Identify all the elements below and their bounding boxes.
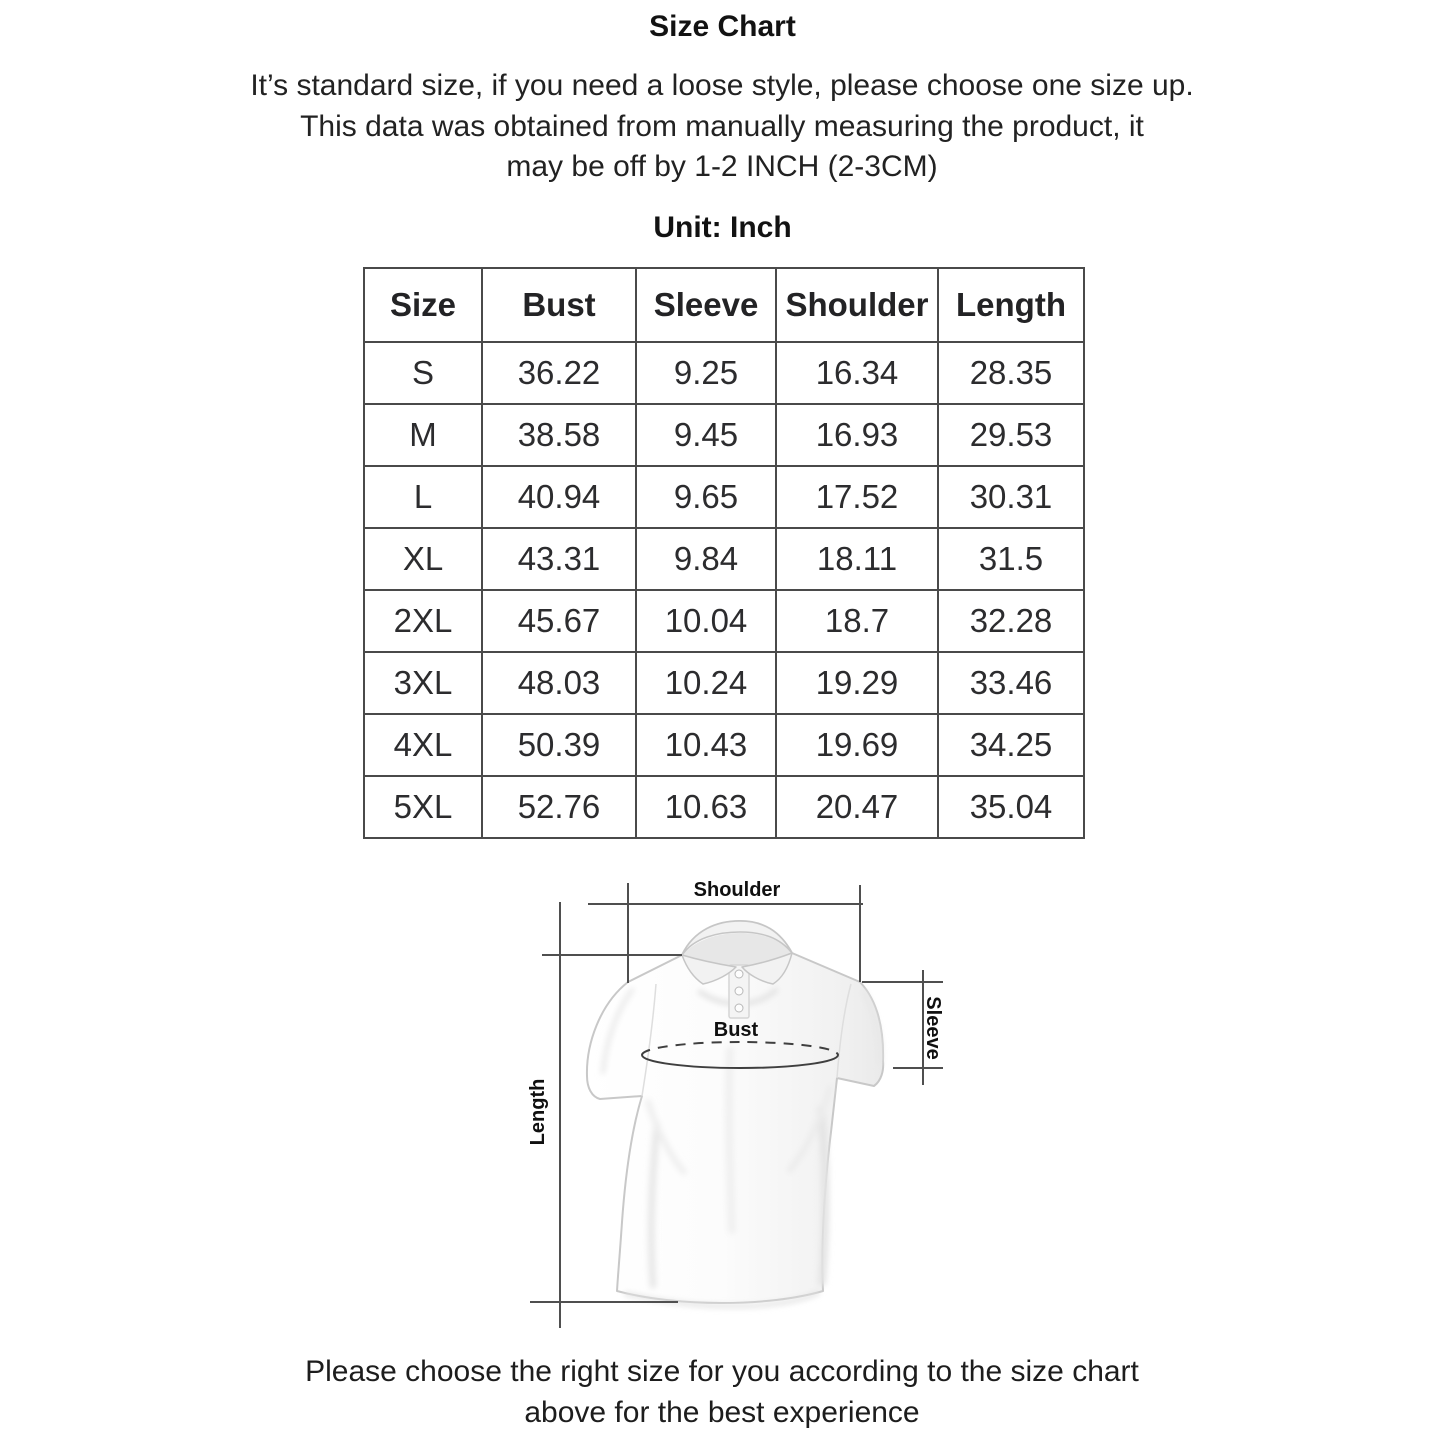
- table-cell: 36.22: [482, 342, 636, 404]
- table-cell: 18.11: [776, 528, 938, 590]
- table-cell: 10.63: [636, 776, 776, 838]
- table-cell: 30.31: [938, 466, 1084, 528]
- table-cell: 35.04: [938, 776, 1084, 838]
- bust-label: Bust: [713, 1019, 759, 1041]
- description-line: may be off by 1-2 INCH (2-3CM): [506, 150, 938, 183]
- table-cell: 16.34: [776, 342, 938, 404]
- table-cell: 9.65: [636, 466, 776, 528]
- table-row: [364, 404, 1084, 466]
- table-cell: 52.76: [482, 776, 636, 838]
- footer-line: Please choose the right size for you according to the size chart: [305, 1355, 1139, 1388]
- table-cell: 34.25: [938, 714, 1084, 776]
- table-cell: 40.94: [482, 466, 636, 528]
- size-description: [102, 66, 1342, 188]
- table-cell: 10.24: [636, 652, 776, 714]
- table-cell: 32.28: [938, 590, 1084, 652]
- table-cell: 9.84: [636, 528, 776, 590]
- table-cell: 3XL: [364, 652, 482, 714]
- column-header-shoulder: Shoulder: [776, 268, 938, 342]
- table-cell: 10.04: [636, 590, 776, 652]
- table-header-row: [364, 268, 1084, 342]
- table-cell: 10.43: [636, 714, 776, 776]
- column-header-sleeve: Sleeve: [636, 268, 776, 342]
- table-row: [364, 466, 1084, 528]
- table-cell: 38.58: [482, 404, 636, 466]
- table-row: [364, 714, 1084, 776]
- description-line: It’s standard size, if you need a loose style, please choose one size up.: [250, 69, 1194, 102]
- table-cell: 19.29: [776, 652, 938, 714]
- table-cell: 43.31: [482, 528, 636, 590]
- table-cell: 45.67: [482, 590, 636, 652]
- length-label: Length: [527, 1078, 549, 1146]
- table-row: [364, 776, 1084, 838]
- table-cell: 50.39: [482, 714, 636, 776]
- table-cell: 29.53: [938, 404, 1084, 466]
- sleeve-label: Sleeve: [922, 996, 944, 1060]
- table-cell: 20.47: [776, 776, 938, 838]
- table-cell: 48.03: [482, 652, 636, 714]
- table-cell: 19.69: [776, 714, 938, 776]
- column-header-length: Length: [938, 268, 1084, 342]
- table-cell: 33.46: [938, 652, 1084, 714]
- table-row: [364, 590, 1084, 652]
- column-header-size: Size: [364, 268, 482, 342]
- footer-note: [102, 1351, 1342, 1433]
- table-cell: S: [364, 342, 482, 404]
- table-cell: 5XL: [364, 776, 482, 838]
- shoulder-label: Shoulder: [693, 879, 781, 901]
- button: [735, 987, 743, 995]
- table-cell: 17.52: [776, 466, 938, 528]
- page-title: Size Chart: [649, 10, 796, 43]
- table-cell: 9.25: [636, 342, 776, 404]
- table-row: [364, 528, 1084, 590]
- table-row: [364, 342, 1084, 404]
- table-cell: L: [364, 466, 482, 528]
- shirt-measurement-diagram: [480, 870, 1000, 1340]
- table-cell: 28.35: [938, 342, 1084, 404]
- polo-shirt-illustration: [587, 921, 883, 1306]
- table-row: [364, 652, 1084, 714]
- column-header-bust: Bust: [482, 268, 636, 342]
- footer-line: above for the best experience: [524, 1396, 920, 1429]
- button: [735, 970, 743, 978]
- table-cell: M: [364, 404, 482, 466]
- table-cell: 16.93: [776, 404, 938, 466]
- table-cell: XL: [364, 528, 482, 590]
- table-cell: 18.7: [776, 590, 938, 652]
- table-cell: 2XL: [364, 590, 482, 652]
- button: [735, 1004, 743, 1012]
- table-cell: 4XL: [364, 714, 482, 776]
- size-table: [363, 267, 1085, 839]
- table-cell: 31.5: [938, 528, 1084, 590]
- unit-label: Unit: Inch: [653, 211, 792, 244]
- table-cell: 9.45: [636, 404, 776, 466]
- description-line: This data was obtained from manually measuring the product, it: [300, 109, 1144, 143]
